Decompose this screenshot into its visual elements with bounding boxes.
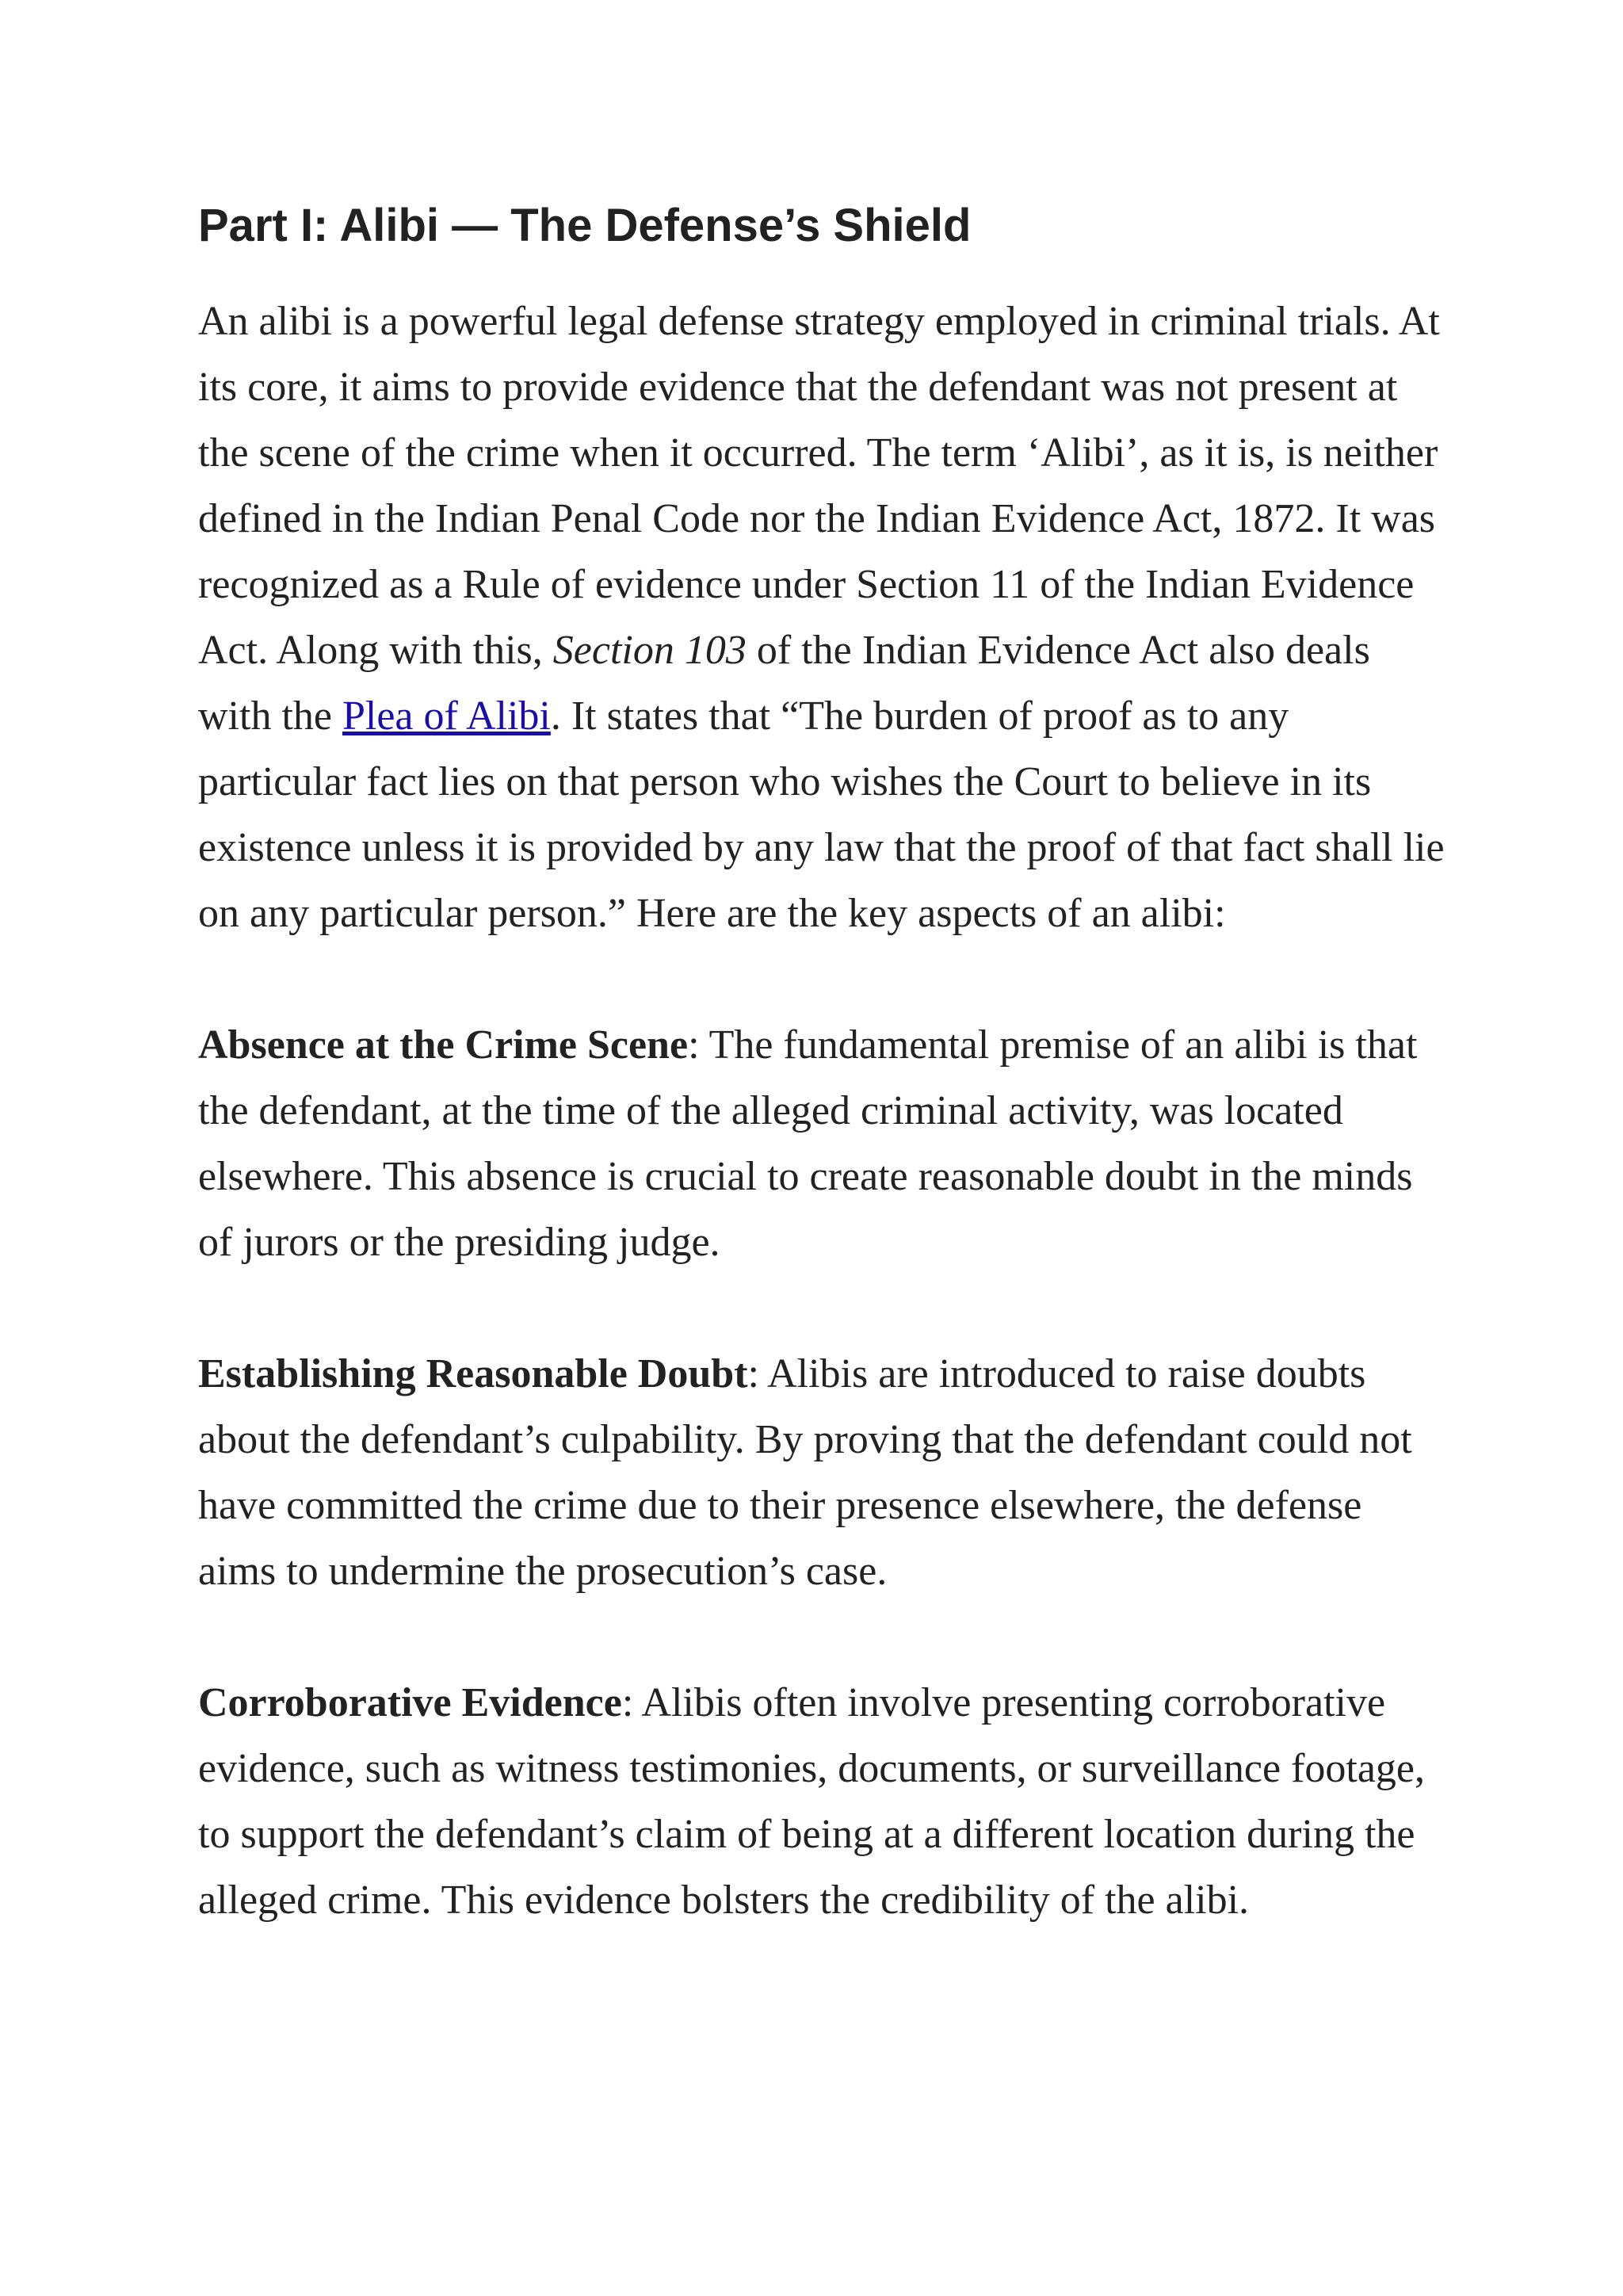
intro-text-3: . It states that “The burden of proof as to any particular fact lies on that person who wishes the Court to believe in its existence unless it is provided by any law that the proof of that fact shall lie on any particular person.” Here are the key aspects of an alibi: bbox=[198, 693, 1445, 936]
section-text: : Alibis often involve presenting corroborative evidence, such as witness testimonies, documents, or surveillance footage, to support the defendant’s claim of being at a different location during the alleged crime. This evidence bolsters the credibility of the alibi. bbox=[198, 1680, 1426, 1923]
section-term: Corroborative Evidence bbox=[198, 1680, 622, 1725]
section-text: : Alibis are introduced to raise doubts about the defendant’s culpability. By proving that the defendant could not have committed the crime due to their presence elsewhere, the defense aims to undermine the prosecution’s case. bbox=[198, 1351, 1412, 1594]
section-term: Absence at the Crime Scene bbox=[198, 1022, 689, 1068]
intro-text-2: of the Indian Evidence Act also deals with the bbox=[198, 628, 1370, 739]
intro-paragraph bbox=[198, 288, 1446, 946]
section-corroborative-evidence bbox=[198, 1670, 1446, 1933]
section-text: : The fundamental premise of an alibi is that the defendant, at the time of the alleged criminal activity, was located elsewhere. This absence is crucial to create reasonable doubt in the minds of jurors or the presiding judge. bbox=[198, 1022, 1418, 1265]
intro-italic-section: Section 103 bbox=[552, 628, 747, 673]
section-absence bbox=[198, 1012, 1446, 1275]
plea-of-alibi-link[interactable]: Plea of Alibi bbox=[342, 693, 551, 739]
page-heading: Part I: Alibi — The Defense’s Shield bbox=[198, 200, 972, 251]
document-page bbox=[198, 198, 1446, 1999]
section-reasonable-doubt bbox=[198, 1341, 1446, 1604]
section-term: Establishing Reasonable Doubt bbox=[198, 1351, 748, 1396]
intro-text-1: An alibi is a powerful legal defense strategy employed in criminal trials. At its core, it aims to provide evidence that the defendant was not present at the scene of the crime when it occurred. The term ‘Alibi’, as it is, is neither defined in the Indian Penal Code nor the Indian Evidence Act, 1872. It was recognized as a Rule of evidence under Section 11 of the Indian Evidence Act. Along with this, bbox=[198, 299, 1440, 673]
